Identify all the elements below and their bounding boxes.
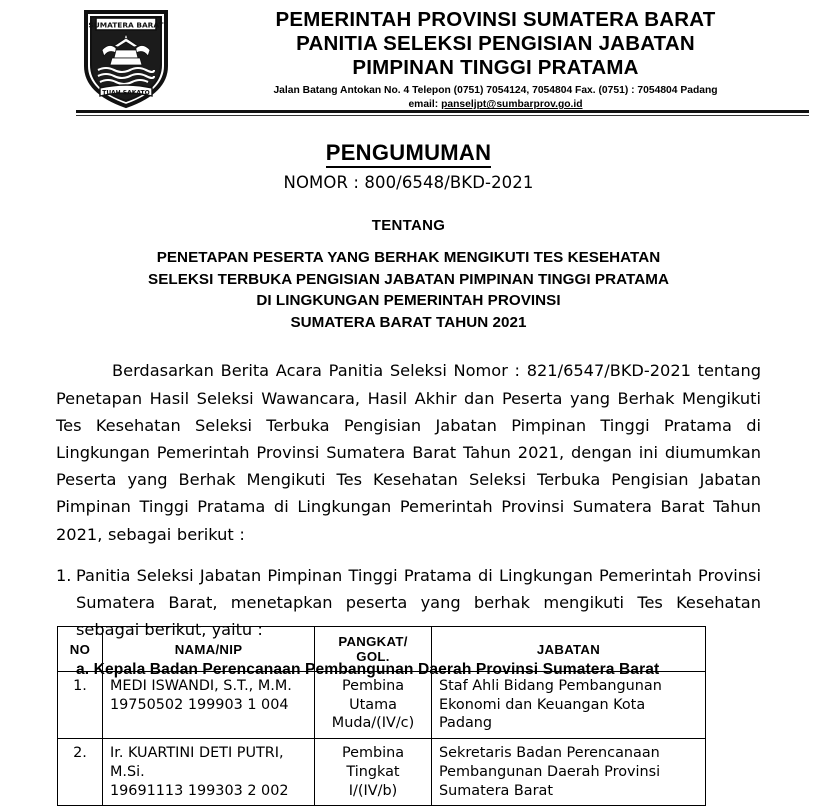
- row-2-no: 2.: [58, 739, 103, 806]
- email-address-link[interactable]: panseljpt@sumbarprov.go.id: [441, 99, 583, 111]
- row-2-nip: 19691113 199303 2 002: [110, 782, 289, 799]
- subsection-a-heading: a. Kepala Badan Perencanaan Pembangunan Daerah Provinsi Sumatera Barat: [76, 660, 660, 678]
- sumatera-barat-coat-of-arms-icon: [78, 6, 174, 110]
- intro-paragraph: Berdasarkan Berita Acara Panitia Seleksi Nomor : 821/6547/BKD-2021 tentang Penetapan Hasil Seleksi Wawancara, Hasil Akhir dan Peserta yang Berhak Mengikuti Tes Kesehatan Seleksi Terbuka Pengisian Jabatan Pimpinan Tinggi Pratama di Lingkungan Pemerintah Provinsi Sumatera Barat Tahun 2021, dengan ini diumumkan Peserta yang Berhak Mengikuti Tes Kesehatan Seleksi Terbuka Pengisian Jabatan Pimpinan Tinggi Pratama di Lingkungan Pemerintah Provinsi Sumatera Barat Tahun 2021, sebagai berikut :: [56, 361, 761, 544]
- row-2-pangkat-line-1: Pembina: [341, 745, 405, 762]
- row-1-pangkat-line-2: Muda/(IV/c): [331, 715, 415, 732]
- letterhead-line-3: PIMPINAN TINGGI PRATAMA: [352, 55, 639, 79]
- row-2-pangkat-line-2: Tingkat I/(IV/b): [346, 763, 400, 799]
- header-divider-thick: [76, 110, 809, 113]
- subject-line: PENETAPAN PESERTA YANG BERHAK MENGIKUTI TES KESEHATAN: [156, 249, 661, 266]
- table-header-row: [58, 627, 706, 672]
- pangkat-gol-line-1: PANGKAT/: [338, 634, 408, 649]
- table-row: [58, 739, 706, 806]
- svg-text:TUAH SAKATO: TUAH SAKATO: [102, 89, 150, 97]
- subject-line: SELEKSI TERBUKA PENGISIAN JABATAN PIMPINAN TINGGI PRATAMA: [148, 270, 669, 288]
- document-number: NOMOR : 800/6548/BKD-2021: [283, 173, 534, 192]
- row-1-nama: MEDI ISWANDI, S.T., M.M.: [110, 678, 292, 694]
- row-2-nama: Ir. KUARTINI DETI PUTRI, M.Si.: [110, 745, 284, 780]
- document-subject: [56, 247, 761, 333]
- header-divider: [76, 110, 809, 116]
- subject-line: DI LINGKUNGAN PEMERINTAH PROVINSI: [256, 292, 561, 310]
- participants-table: [57, 626, 706, 806]
- row-2-nama-nip: [103, 739, 315, 806]
- document-tentang-label: TENTANG: [371, 217, 446, 234]
- letterhead-line-2: PANITIA SELEKSI PENGISIAN JABATAN: [296, 31, 695, 55]
- svg-text:SUMATERA BARAT: SUMATERA BARAT: [88, 20, 164, 30]
- numbered-item-1-marker: 1.: [56, 565, 72, 585]
- table-header-no: NO: [58, 627, 103, 672]
- table-header-nama-nip: NAMA/NIP: [103, 627, 315, 672]
- document-title: [56, 140, 761, 166]
- row-1-no: 1.: [58, 672, 103, 739]
- table-row: [58, 672, 706, 739]
- row-1-nama-nip: [103, 672, 315, 739]
- row-2-pangkat-gol: [315, 739, 432, 806]
- numbered-item-1-text: Panitia Seleksi Jabatan Pimpinan Tinggi Pratama di Lingkungan Pemerintah Provinsi Sumatera Barat, menetapkan peserta yang berhak mengikuti Tes Kesehatan sebagai berikut, yaitu :: [76, 565, 761, 640]
- table-header-jabatan: JABATAN: [432, 627, 706, 672]
- row-1-nip: 19750502 199903 1 004: [110, 696, 289, 713]
- row-1-pangkat-line-1: Pembina Utama: [341, 678, 405, 713]
- row-1-pangkat-gol: [315, 672, 432, 739]
- pangkat-gol-line-2: GOL.: [356, 649, 390, 664]
- letterhead-address: Jalan Batang Antokan No. 4 Telepon (0751) 7054124, 7054804 Fax. (0751) : 7054804 Padang: [273, 85, 718, 97]
- participants-table-wrapper: [0, 626, 817, 806]
- email-label: email:: [408, 99, 439, 111]
- row-1-jabatan: Staf Ahli Bidang Pembangunan Ekonomi dan Keuangan Kota Padang: [432, 672, 706, 739]
- document-body: [0, 124, 817, 679]
- letterhead: [0, 0, 817, 111]
- row-2-jabatan: Sekretaris Badan Perencanaan Pembangunan Daerah Provinsi Sumatera Barat: [432, 739, 706, 806]
- header-divider-thin: [76, 115, 809, 116]
- subject-line: SUMATERA BARAT TAHUN 2021: [290, 313, 527, 331]
- letterhead-line-1: PEMERINTAH PROVINSI SUMATERA BARAT: [275, 8, 716, 31]
- document-title-text: PENGUMUMAN: [326, 140, 492, 168]
- table-header-pangkat-gol: [315, 627, 432, 672]
